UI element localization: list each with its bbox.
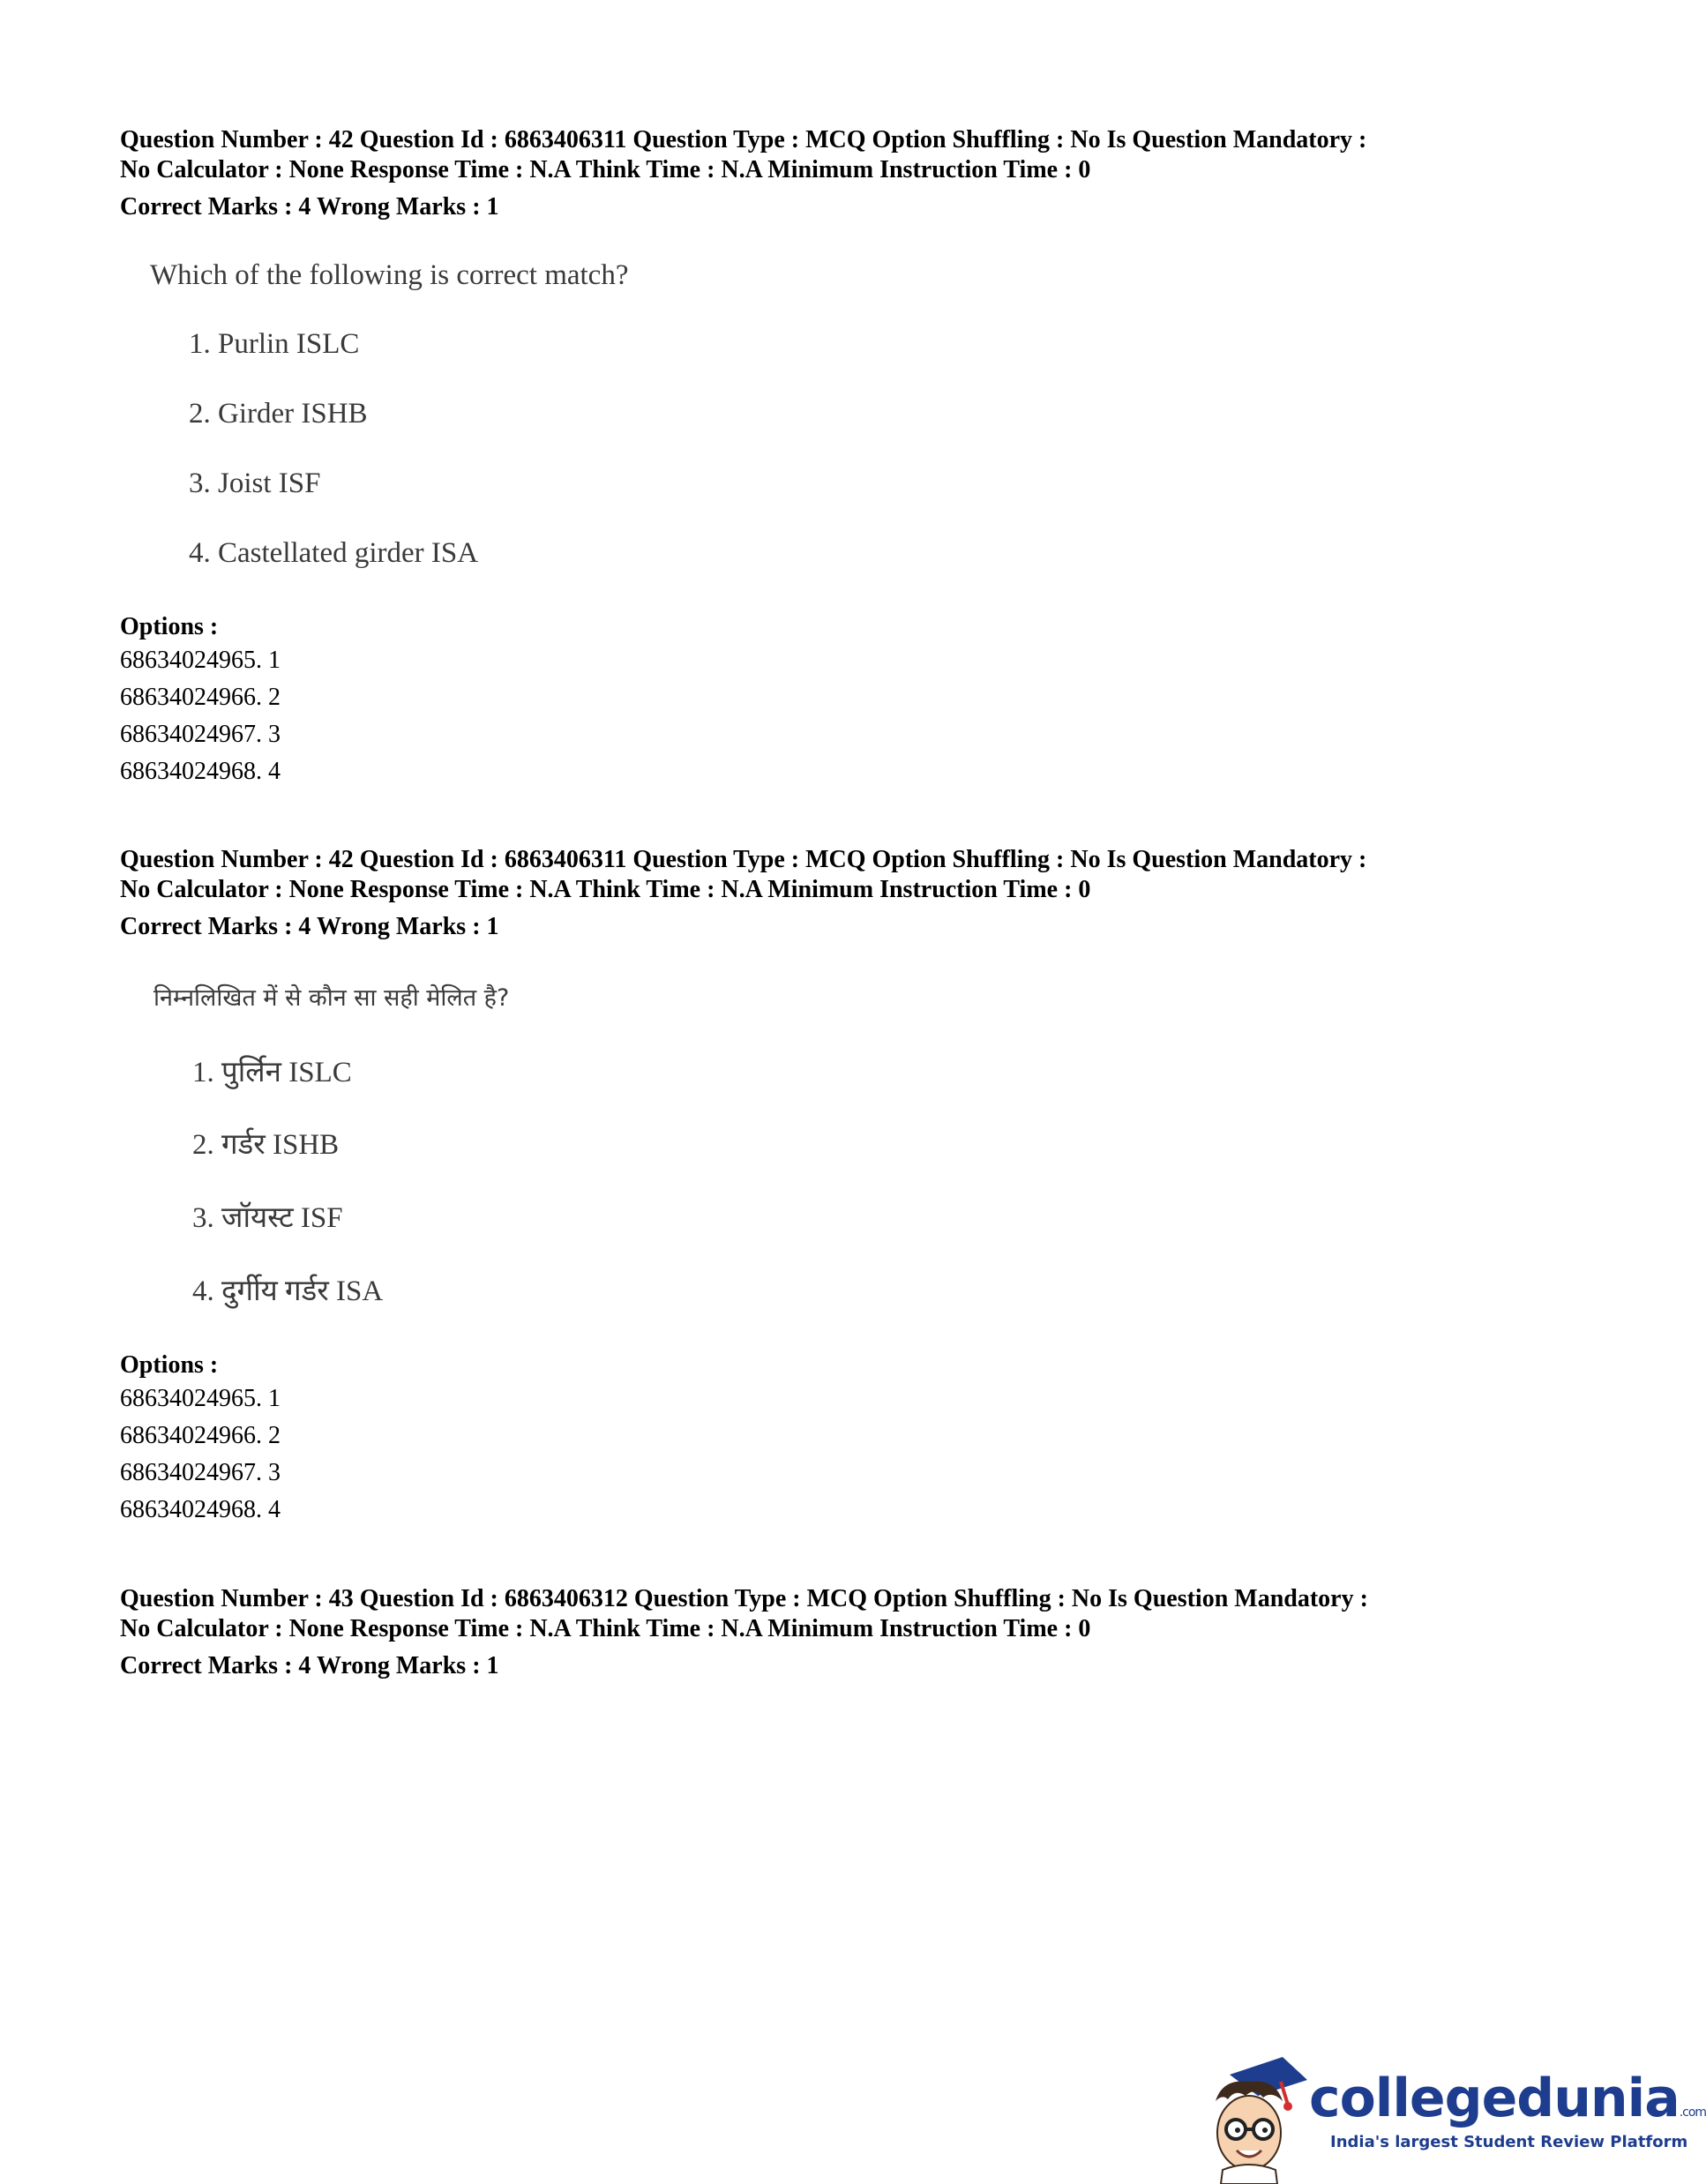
- option-row: 68634024968. 4: [120, 758, 281, 785]
- options-heading: Options :: [120, 1351, 219, 1379]
- question-marks: Correct Marks : 4 Wrong Marks : 1: [120, 193, 499, 221]
- question-header-1: [120, 125, 1531, 222]
- option-row: 68634024967. 3: [120, 1459, 281, 1486]
- option-row: 68634024967. 3: [120, 721, 281, 748]
- question-header-2: [120, 845, 1531, 942]
- logo-suffix: .com: [1679, 2105, 1706, 2120]
- question-item-1: 1. पुर्लिन ISLC: [192, 1057, 352, 1088]
- mascot-icon: [1196, 2055, 1311, 2184]
- question-text: निम्नलिखित में से कौन सा सही मेलित है?: [153, 984, 510, 1012]
- question-meta-line-1: Question Number : 42 Question Id : 6863406311 Question Type : MCQ Option Shuffling : No Is Question Mandatory :: [120, 126, 1367, 153]
- question-item-1: 1. Purlin ISLC: [189, 328, 360, 360]
- option-row: 68634024966. 2: [120, 1422, 281, 1449]
- question-item-3: 3. जॉयस्ट ISF: [192, 1202, 343, 1234]
- question-meta-line-2: No Calculator : None Response Time : N.A Think Time : N.A Minimum Instruction Time : 0: [120, 1615, 1091, 1642]
- question-marks: Correct Marks : 4 Wrong Marks : 1: [120, 913, 499, 940]
- question-header-3: [120, 1584, 1531, 1681]
- question-item-4: 4. Castellated girder ISA: [189, 537, 479, 569]
- question-meta-line-1: Question Number : 43 Question Id : 6863406312 Question Type : MCQ Option Shuffling : No Is Question Mandatory :: [120, 1585, 1368, 1612]
- options-block-2: [120, 1350, 1531, 1529]
- question-meta-line-2: No Calculator : None Response Time : N.A Think Time : N.A Minimum Instruction Time : 0: [120, 156, 1091, 183]
- question-item-2: 2. गर्डर ISHB: [192, 1129, 340, 1161]
- question-text: Which of the following is correct match?: [150, 259, 629, 291]
- logo-tagline: India's largest Student Review Platform: [1330, 2133, 1688, 2151]
- question-marks: Correct Marks : 4 Wrong Marks : 1: [120, 1652, 499, 1679]
- question-item-2: 2. Girder ISHB: [189, 398, 368, 430]
- option-row: 68634024966. 2: [120, 684, 281, 711]
- option-row: 68634024968. 4: [120, 1496, 281, 1523]
- options-block-1: [120, 612, 1531, 790]
- question-meta-line-2: No Calculator : None Response Time : N.A Think Time : N.A Minimum Instruction Time : 0: [120, 876, 1091, 903]
- question-item-3: 3. Joist ISF: [189, 467, 321, 499]
- logo-wordmark: collegedunia.com: [1309, 2068, 1706, 2129]
- options-heading: Options :: [120, 613, 219, 640]
- collegedunia-logo: [1196, 2055, 1706, 2184]
- option-row: 68634024965. 1: [120, 1385, 281, 1412]
- option-row: 68634024965. 1: [120, 647, 281, 674]
- question-item-4: 4. दुर्गीय गर्डर ISA: [192, 1275, 384, 1307]
- question-meta-line-1: Question Number : 42 Question Id : 6863406311 Question Type : MCQ Option Shuffling : No Is Question Mandatory :: [120, 846, 1367, 873]
